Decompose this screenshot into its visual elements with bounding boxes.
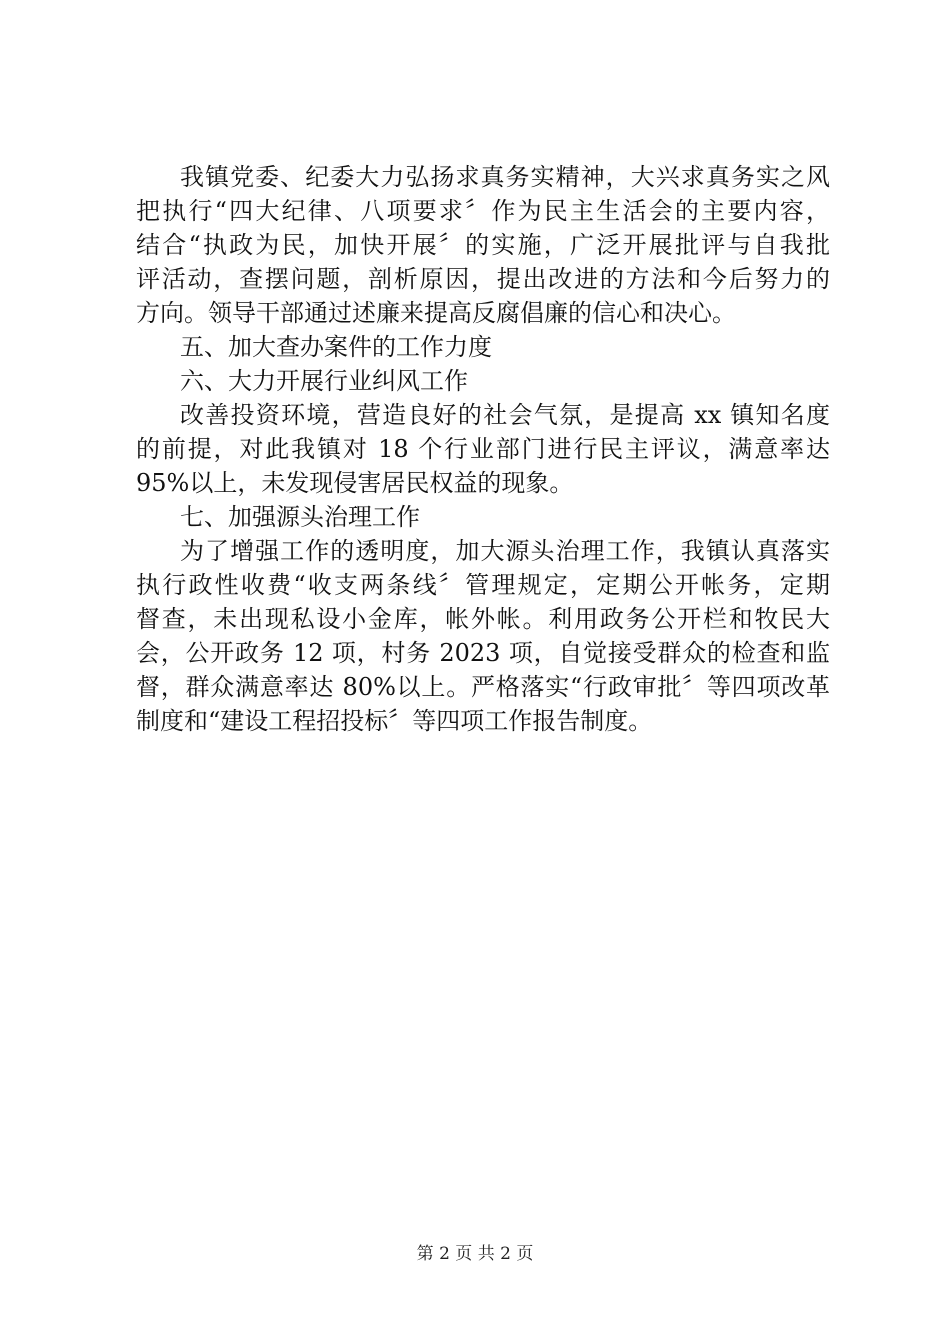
text-line: 改善投资环境，营造良好的社会气氛，是提高 xx 镇知名度 — [180, 401, 830, 429]
section-heading-6: 六、大力开展行业纠风工作 — [180, 367, 468, 395]
text-line: 方向。领导干部通过述廉来提高反腐倡廉的信心和决心。 — [136, 299, 736, 327]
paragraph-discipline — [136, 160, 830, 330]
document-body — [136, 160, 830, 738]
section-heading-5: 五、加大查办案件的工作力度 — [180, 333, 492, 361]
text-line: 督，群众满意率达 80%以上。严格落实“行政审批〞等四项改革 — [136, 673, 830, 701]
text-line: 为了增强工作的透明度，加大源头治理工作，我镇认真落实 — [180, 537, 830, 565]
paragraph-transparency — [136, 534, 830, 738]
text-line: 结合“执政为民，加快开展〞的实施，广泛开展批评与自我批 — [136, 231, 830, 259]
text-line: 评活动，查摆问题，剖析原因，提出改进的方法和今后努力的 — [136, 265, 830, 293]
paragraph-investment — [136, 398, 830, 500]
text-line: 把执行“四大纪律、八项要求〞作为民主生活会的主要内容， — [136, 197, 830, 225]
text-line: 会，公开政务 12 项，村务 2023 项，自觉接受群众的检查和监 — [136, 639, 830, 667]
text-line: 的前提，对此我镇对 18 个行业部门进行民主评议，满意率达 — [136, 435, 830, 463]
text-line: 督查，未出现私设小金库，帐外帐。利用政务公开栏和牧民大 — [136, 605, 830, 633]
text-line: 执行政性收费“收支两条线〞管理规定，定期公开帐务，定期 — [136, 571, 830, 599]
section-heading-7: 七、加强源头治理工作 — [180, 503, 420, 531]
page-number-footer: 第 2 页 共 2 页 — [416, 1244, 534, 1264]
text-line: 95%以上，未发现侵害居民权益的现象。 — [136, 469, 574, 497]
text-line: 制度和“建设工程招投标〞等四项工作报告制度。 — [136, 707, 653, 735]
text-line: 我镇党委、纪委大力弘扬求真务实精神，大兴求真务实之风 — [180, 163, 830, 191]
